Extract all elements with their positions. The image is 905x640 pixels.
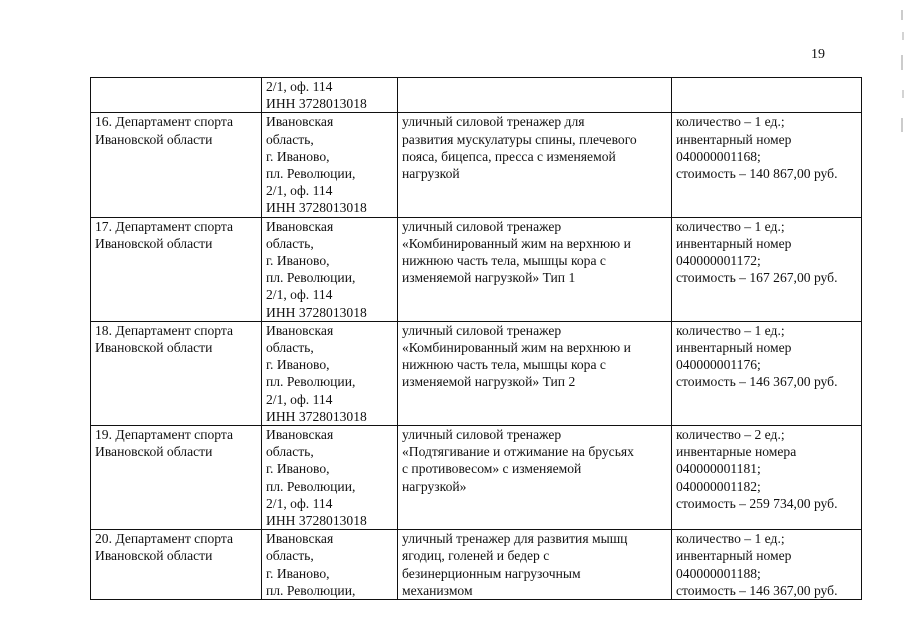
address-line: пл. Революции, — [266, 374, 356, 390]
description-cell — [398, 78, 672, 113]
description-line: уличный силовой тренажер — [402, 427, 562, 443]
address-line: пл. Революции, — [266, 270, 356, 286]
address-line: г. Иваново, — [266, 461, 330, 477]
description-line: нагрузкой» — [402, 478, 467, 494]
description-line: «Комбинированный жим на верхнюю и — [402, 235, 631, 251]
details-line: 040000001188; — [676, 565, 761, 581]
address-line: ИНН 3728013018 — [266, 96, 367, 112]
description-line: уличный тренажер для развития мышц — [402, 531, 628, 547]
address-cell — [262, 321, 398, 425]
details-line: 040000001181; — [676, 461, 761, 477]
owner-cell — [91, 113, 262, 217]
address-line: г. Иваново, — [266, 253, 330, 269]
owner-cell — [91, 78, 262, 113]
details-line: количество – 1 ед.; — [676, 531, 785, 547]
details-line: 040000001168; — [676, 148, 761, 164]
address-line: ИНН 3728013018 — [266, 408, 367, 424]
description-line: развития мускулатуры спины, плечевого — [402, 131, 637, 147]
address-line: пл. Революции, — [266, 166, 356, 182]
description-line: уличный силовой тренажер для — [402, 114, 585, 130]
details-line: стоимость – 146 367,00 руб. — [676, 582, 838, 598]
description-line: изменяемой нагрузкой» Тип 2 — [402, 374, 576, 390]
details-line: инвентарный номер — [676, 548, 792, 564]
owner-cell — [91, 217, 262, 321]
owner-cell — [91, 530, 262, 600]
address-line: 2/1, оф. 114 — [266, 287, 333, 303]
details-cell — [672, 321, 862, 425]
description-line: уличный силовой тренажер — [402, 218, 562, 234]
details-line: стоимость – 140 867,00 руб. — [676, 166, 838, 182]
address-line: ИНН 3728013018 — [266, 304, 367, 320]
address-line: область, — [266, 444, 314, 460]
description-line: нижнюю часть тела, мышцы кора с — [402, 253, 606, 269]
details-line: инвентарный номер — [676, 235, 792, 251]
owner-line: 16. Департамент спорта — [95, 114, 234, 130]
address-cell — [262, 113, 398, 217]
description-line: «Подтягивание и отжимание на брусьях — [402, 444, 634, 460]
description-line: изменяемой нагрузкой» Тип 1 — [402, 270, 576, 286]
description-line: с противовесом» с изменяемой — [402, 461, 582, 477]
table-row — [91, 78, 862, 113]
description-line: механизмом — [402, 582, 473, 598]
address-line: Ивановская — [266, 114, 334, 130]
details-line: количество – 1 ед.; — [676, 114, 785, 130]
details-line: 040000001172; — [676, 253, 761, 269]
description-line: ягодиц, голеней и бедер с — [402, 548, 550, 564]
page-number: 19 — [811, 47, 825, 62]
details-line: количество – 1 ед.; — [676, 322, 785, 338]
details-line: стоимость – 146 367,00 руб. — [676, 374, 838, 390]
details-line: количество – 1 ед.; — [676, 218, 785, 234]
table-row — [91, 321, 862, 425]
address-line: г. Иваново, — [266, 357, 330, 373]
owner-cell — [91, 321, 262, 425]
details-line: количество – 2 ед.; — [676, 427, 785, 443]
description-line: нагрузкой — [402, 166, 460, 182]
address-line: пл. Революции, — [266, 478, 356, 494]
description-cell — [398, 113, 672, 217]
owner-line: 18. Департамент спорта — [95, 322, 234, 338]
details-cell — [672, 530, 862, 600]
details-cell — [672, 426, 862, 530]
address-cell — [262, 217, 398, 321]
owner-line: Ивановской области — [95, 235, 213, 251]
address-line: ИНН 3728013018 — [266, 200, 367, 216]
owner-line: Ивановской области — [95, 131, 213, 147]
details-line: инвентарный номер — [676, 340, 792, 356]
address-line: г. Иваново, — [266, 565, 330, 581]
description-cell — [398, 321, 672, 425]
property-table — [90, 77, 862, 600]
address-line: ИНН 3728013018 — [266, 513, 367, 529]
table-row — [91, 426, 862, 530]
address-line: Ивановская — [266, 322, 334, 338]
description-line: уличный силовой тренажер — [402, 322, 562, 338]
owner-line: Ивановской области — [95, 444, 213, 460]
address-line: г. Иваново, — [266, 148, 330, 164]
table-row — [91, 217, 862, 321]
address-cell — [262, 78, 398, 113]
details-cell — [672, 113, 862, 217]
owner-line: 20. Департамент спорта — [95, 531, 234, 547]
address-line: 2/1, оф. 114 — [266, 183, 333, 199]
description-line: пояса, бицепса, пресса с изменяемой — [402, 148, 616, 164]
description-cell — [398, 530, 672, 600]
description-cell — [398, 217, 672, 321]
description-line: «Комбинированный жим на верхнюю и — [402, 340, 631, 356]
description-line: безинерционным нагрузочным — [402, 565, 581, 581]
address-line: 2/1, оф. 114 — [266, 391, 333, 407]
owner-line: 19. Департамент спорта — [95, 427, 234, 443]
address-line: Ивановская — [266, 218, 334, 234]
details-line: стоимость – 259 734,00 руб. — [676, 495, 838, 511]
address-line: область, — [266, 548, 314, 564]
address-cell — [262, 530, 398, 600]
address-line: Ивановская — [266, 427, 334, 443]
details-line: стоимость – 167 267,00 руб. — [676, 270, 838, 286]
details-line: инвентарный номер — [676, 131, 792, 147]
table-row — [91, 113, 862, 217]
owner-line: Ивановской области — [95, 340, 213, 356]
address-line: область, — [266, 131, 314, 147]
address-cell — [262, 426, 398, 530]
owner-line: Ивановской области — [95, 548, 213, 564]
description-cell — [398, 426, 672, 530]
details-cell — [672, 217, 862, 321]
address-line: 2/1, оф. 114 — [266, 79, 333, 94]
scan-edge-marks — [899, 0, 905, 160]
details-line: инвентарные номера — [676, 444, 797, 460]
address-line: область, — [266, 340, 314, 356]
table-row — [91, 530, 862, 600]
address-line: область, — [266, 235, 314, 251]
description-line: нижнюю часть тела, мышцы кора с — [402, 357, 606, 373]
address-line: Ивановская — [266, 531, 334, 547]
owner-cell — [91, 426, 262, 530]
owner-line: 17. Департамент спорта — [95, 218, 234, 234]
address-line: 2/1, оф. 114 — [266, 495, 333, 511]
details-line: 040000001176; — [676, 357, 761, 373]
details-line: 040000001182; — [676, 478, 761, 494]
address-line: пл. Революции, — [266, 582, 356, 598]
details-cell — [672, 78, 862, 113]
